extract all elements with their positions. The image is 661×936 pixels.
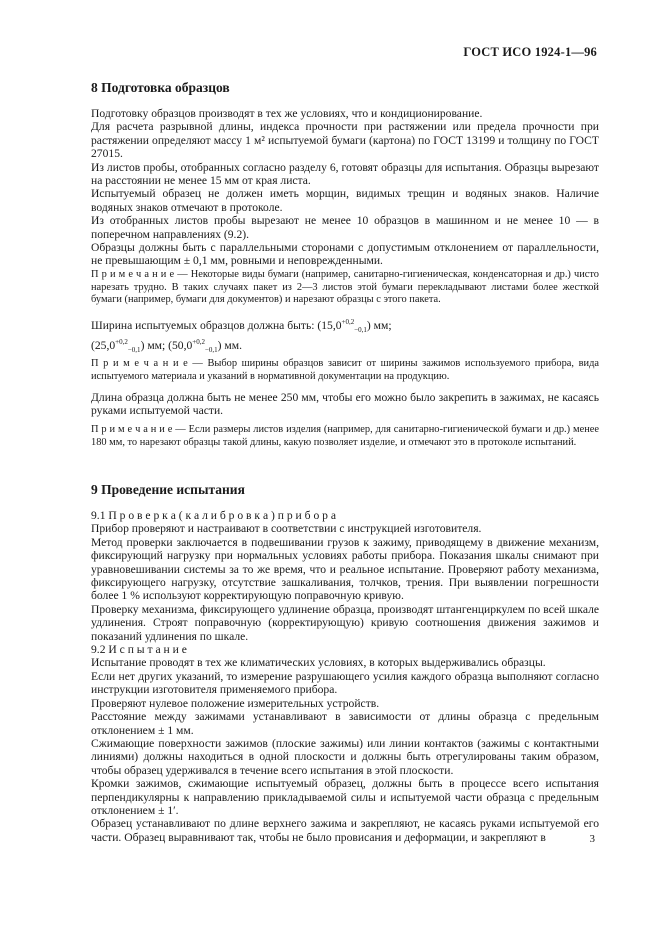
width-end: ) мм; — [366, 318, 392, 332]
tolerance-lower: −0,1 — [204, 346, 218, 355]
note-label: П р и м е ч а н и е — [91, 424, 173, 435]
paragraph: Из отобранных листов пробы вырезают не менее 10 образцов в машинном и не менее 10 — в поперечном направлениях (9.2). — [91, 214, 599, 241]
paragraph: Испытуемый образец не должен иметь морщин, видимых трещин и водяных знаков. Наличие водяных знаков отмечают в протоколе. — [91, 187, 599, 214]
paragraph: Расстояние между зажимами устанавливают в зависимости от длины образца с предельным отклонением ± 1 мм. — [91, 710, 599, 737]
section-8-body — [91, 107, 599, 268]
section-8-title: 8 Подготовка образцов — [91, 80, 230, 95]
tolerance-upper: +0,2 — [115, 338, 128, 346]
note-text: — Если размеры листов изделия (например, для санитарно-гигиенической бумаги и др.) менее 180 мм, то нарезают образцы такой длины, какую позволяет изделие, и отмечают это в протоколе испытаний. — [91, 424, 599, 448]
paragraph: Сжимающие поверхности зажимов (плоские зажимы) или линии контактов (зажимы с контактными линиями) должны находиться в одной плоскости и должны быть отрегулированы таким образом, чтобы образец удерживался в течение всего испытания в этой плоскости. — [91, 736, 599, 777]
paragraph: Из листов пробы, отобранных согласно разделу 6, готовят образцы для испытания. Образцы вырезают на расстоянии не менее 15 мм от края листа. — [91, 160, 599, 188]
tolerance-upper: +0,2 — [341, 318, 355, 326]
note-text: — Некоторые виды бумаги (например, санитарно-гигиеническая, конденсаторная и др.) чисто нарезать трудно. В таких случаях пакет из 2—3 листов этой бумаги перекладывают листами более жесткой бумаги (например, бумаги для документов) и нарезают образцы с этого пакета. — [91, 269, 599, 306]
width-50: ) мм; (50,0 — [140, 338, 193, 352]
note-label: П р и м е ч а н и е — [91, 358, 188, 369]
tolerance-lower: −0,1 — [127, 346, 141, 355]
tolerance-upper: +0,2 — [192, 338, 205, 346]
subsection-9-2-title: 9.2 И с п ы т а н и е — [91, 643, 187, 657]
note-1 — [91, 269, 599, 307]
page-number: 3 — [589, 833, 595, 845]
section-9-title: 9 Проведение испытания — [91, 482, 245, 497]
width-end: ) мм. — [217, 338, 243, 352]
paragraph: Образец устанавливают по длине верхнего зажима и закрепляют, не касаясь руками испытуемой его части. Образец выравнивают так, чтобы не было провисания и деформации, и закрепляют в — [91, 817, 599, 844]
paragraph: Испытание проводят в тех же климатических условиях, в которых выдерживались образцы. — [91, 656, 546, 670]
paragraph: Метод проверки заключается в подвешивании грузов к зажиму, приводящему в движение механизм, фиксирующий нагрузку при нормальных условиях работы прибора. Показания шкалы снимают при уравновешивании системы за то же время, что и реальное испытание. Проверяют работу механизма, фиксирующего нагрузку, отсутствие зашкаливания, толчков, трения. При выявлении погрешности более 1 % используют корректирующую поправочную кривую. — [91, 535, 599, 603]
width-requirement — [91, 316, 599, 338]
note-label: П р и м е ч а н и е — [91, 269, 175, 280]
paragraph: Для расчета разрывной длины, индекса прочности при растяжении или предела прочности при растяжении определяют массу 1 м² испытуемой бумаги (картона) по ГОСТ 13199 и толщину по ГОСТ 27015. — [91, 120, 599, 161]
note-2 — [91, 358, 599, 383]
note-3 — [91, 424, 599, 449]
note-text: — Выбор ширины образцов зависит от ширины зажимов используемого прибора, вида испытуемого материала и указаний в нормативной документации на продукцию. — [91, 358, 600, 382]
paragraph: Проверяют нулевое положение измерительных устройств. — [91, 696, 380, 710]
paragraph: Если нет других указаний, то измерение разрушающего усилия каждого образца выполняют согласно инструкции изготовителя применяемого прибора. — [91, 669, 599, 697]
paragraph: Прибор проверяют и настраивают в соответствии с инструкцией изготовителя. — [91, 522, 482, 536]
paragraph: Образцы должны быть с параллельными сторонами с допустимым отклонением от параллельности, не превышающим ± 0,1 мм, ровными и неповрежденными. — [91, 241, 599, 268]
paragraph: Подготовку образцов производят в тех же условиях, что и кондиционирование. — [91, 107, 483, 120]
tolerance-lower: −0,1 — [354, 326, 367, 335]
length-requirement: Длина образца должна быть не менее 250 мм, чтобы его можно было закрепить в зажимах, не касаясь руками испытуемой части. — [91, 391, 599, 418]
paragraph: Проверку механизма, фиксирующего удлинение образца, производят штангенциркулем по всей шкале удлинения. Строят поправочную (корректирующую) кривую соотношения движения зажимов и показаний удлинения по шкале. — [91, 602, 599, 643]
subsection-9-1-title: 9.1 П р о в е р к а ( к а л и б р о в к а ) п р и б о р а — [91, 509, 336, 522]
width-text: Ширина испытуемых образцов должна быть: (15,0 — [91, 318, 342, 332]
paragraph: Кромки зажимов, сжимающие испытуемый образец, должны быть в процессе всего испытания перпендикулярны к направлению прикладываемой силы и испытуемой части образца с предельным отклонением ± 1′. — [91, 777, 599, 817]
section-9-body — [91, 509, 599, 844]
width-25: (25,0 — [91, 338, 116, 352]
standard-header: ГОСТ ИСО 1924-1—96 — [463, 45, 597, 59]
width-options — [91, 336, 599, 358]
